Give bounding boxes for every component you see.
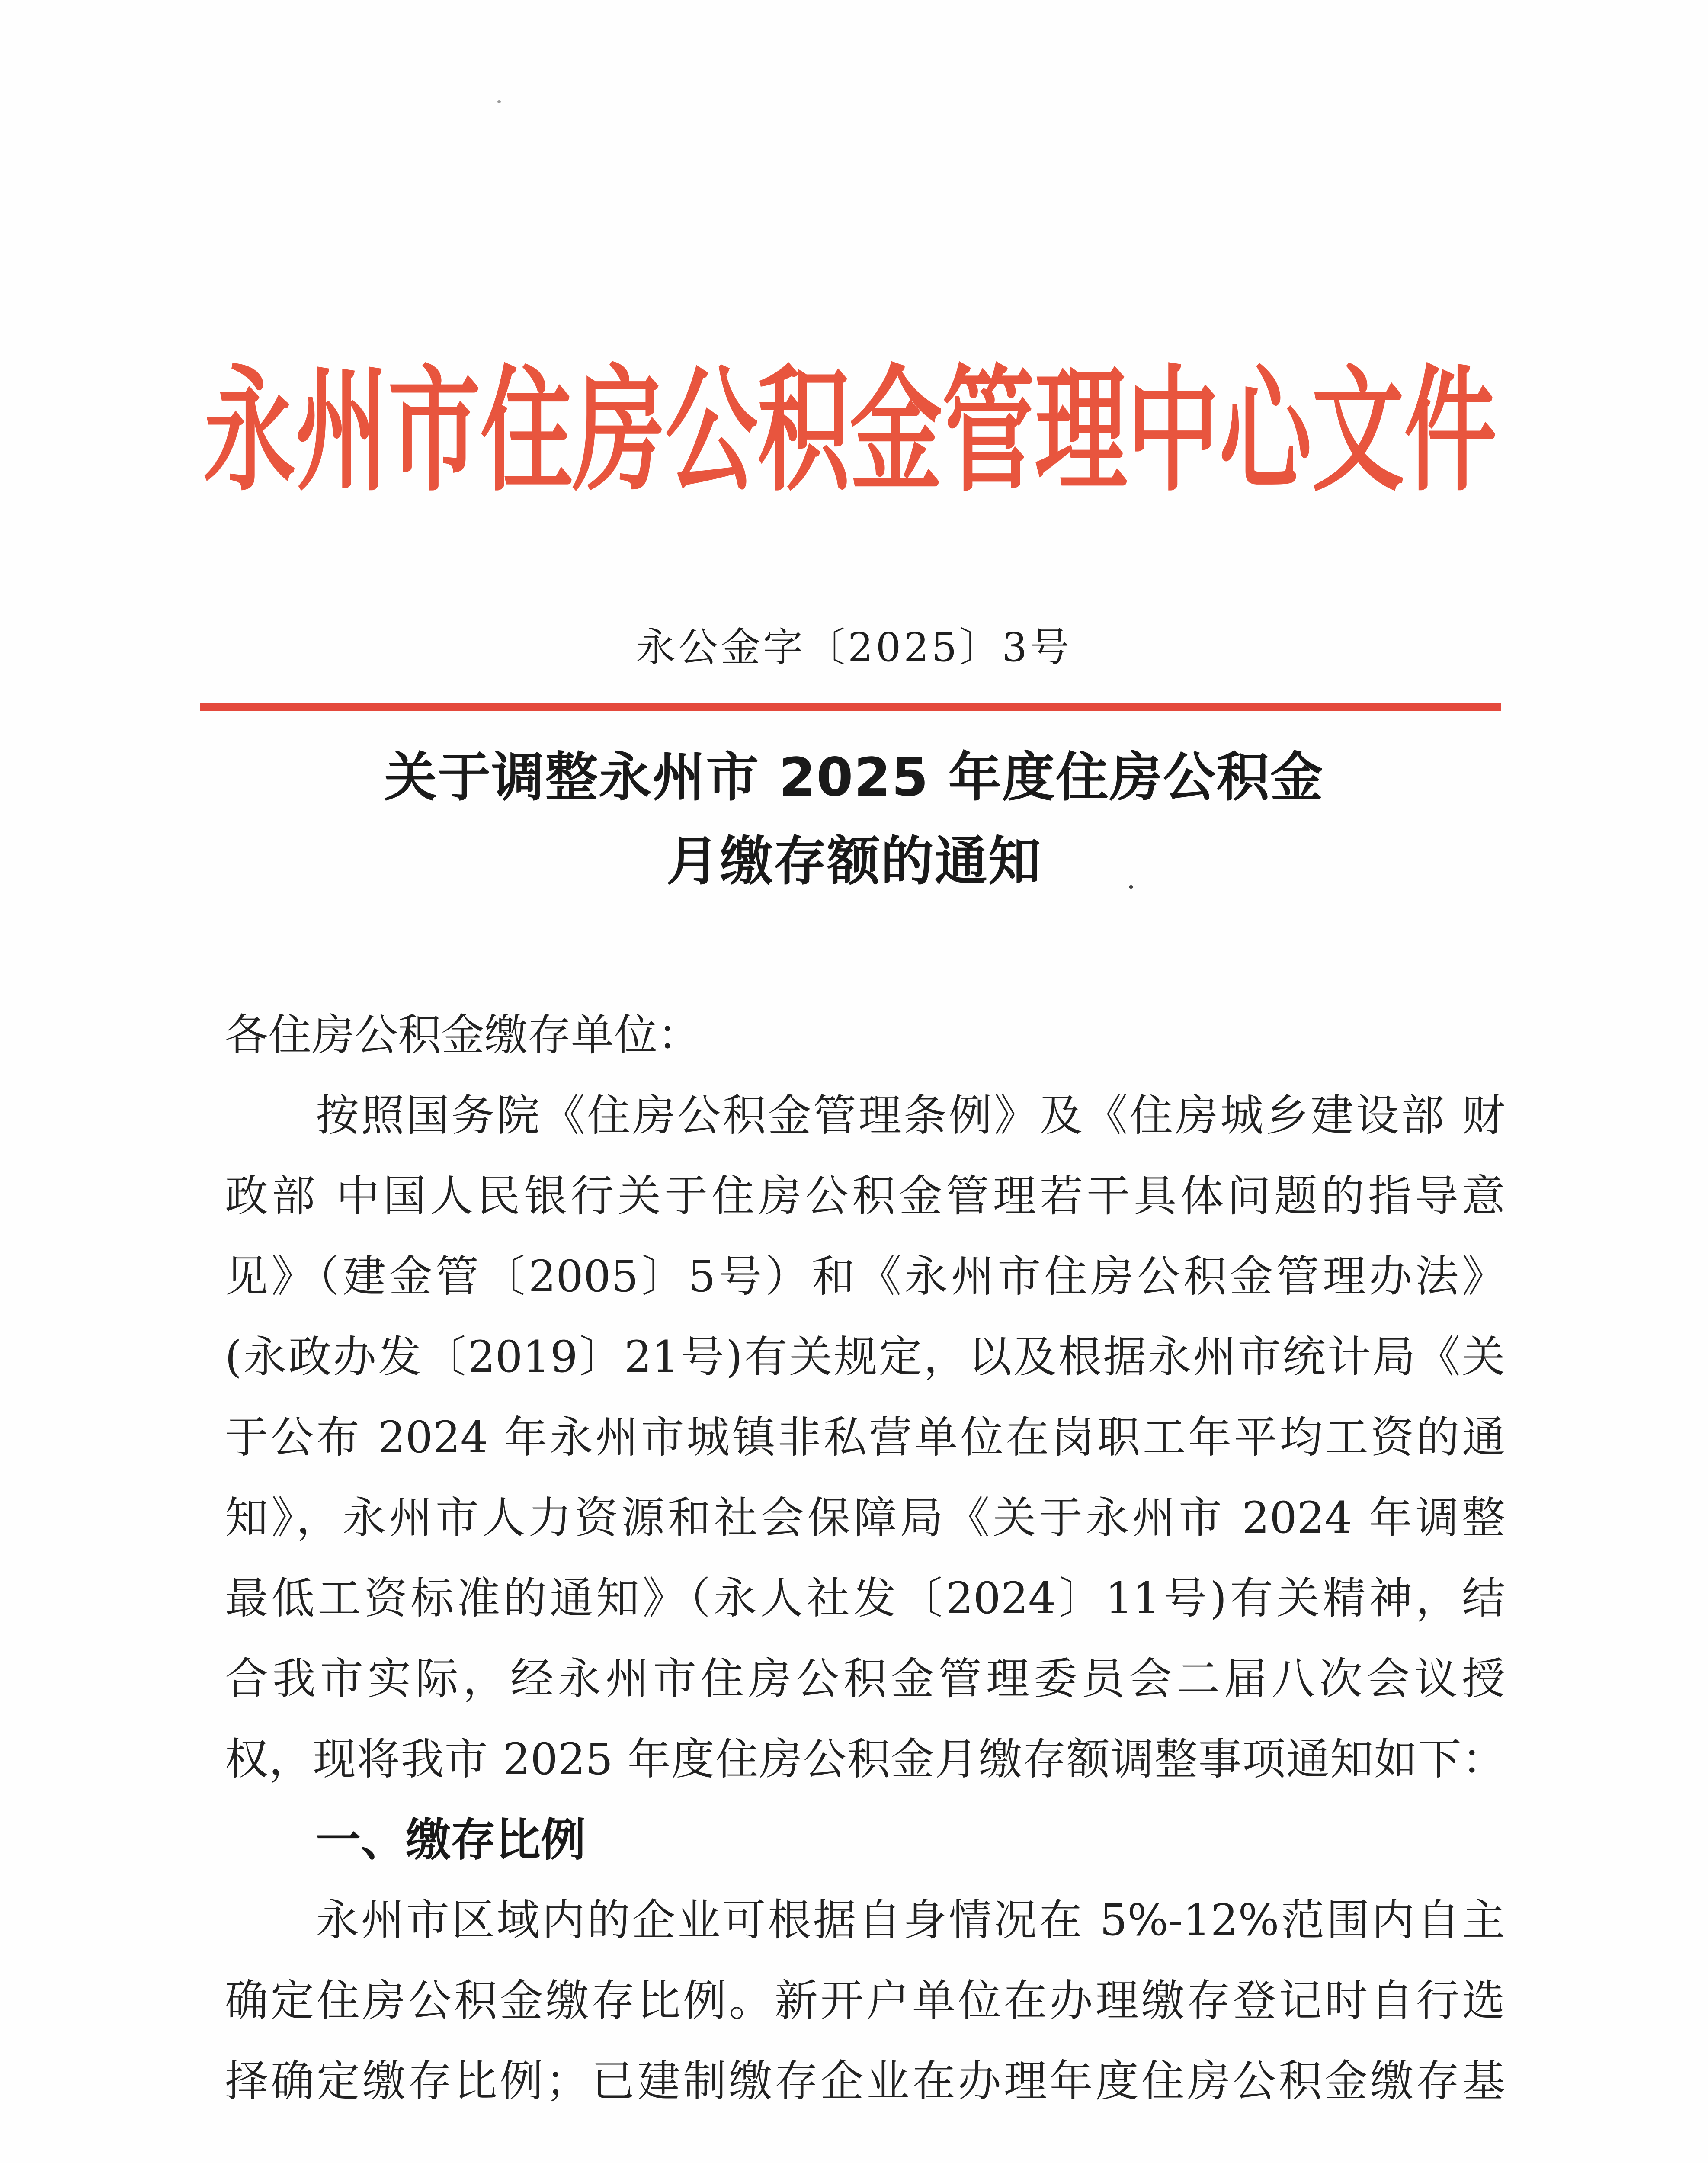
section-body-line: 择确定缴存比例；已建制缴存企业在办理年度住房公积金缴存基 — [225, 2056, 1505, 2106]
section-heading-contribution-ratio: 一、缴存比例 — [316, 1813, 586, 1866]
body-line: 最低工资标准的通知》（永人社发〔2024〕11号)有关精神，结 — [225, 1573, 1505, 1624]
document-number: 永公金字〔2025〕3号 — [636, 624, 1072, 671]
body-line: 见》（建金管〔2005〕5号）和《永州市住房公积金管理办法》 — [225, 1251, 1505, 1302]
notice-title-line-2: 月缴存额的通知 — [666, 831, 1042, 892]
red-separator-rule — [200, 703, 1501, 711]
salutation: 各住房公积金缴存单位： — [225, 1010, 701, 1060]
body-line: 按照国务院《住房公积金管理条例》及《住房城乡建设部 财 — [316, 1090, 1505, 1141]
section-body-line: 确定住房公积金缴存比例。新开户单位在办理缴存登记时自行选 — [225, 1975, 1505, 2026]
body-line: 于公布 2024 年永州市城镇非私营单位在岗职工年平均工资的通 — [225, 1412, 1505, 1463]
body-line: (永政办发〔2019〕21号)有关规定，以及根据永州市统计局《关 — [225, 1332, 1505, 1382]
issuer-header-text: 永州市住房公积金管理中心文件 — [203, 350, 1497, 510]
body-line: 合我市实际，经永州市住房公积金管理委员会二届八次会议授 — [225, 1653, 1505, 1704]
scan-speck — [1129, 885, 1133, 889]
scan-speck — [497, 100, 501, 103]
section-body-line: 永州市区域内的企业可根据自身情况在 5%-12%范围内自主 — [316, 1895, 1505, 1945]
issuer-header — [203, 281, 1501, 510]
notice-title-line-1: 关于调整永州市 2025 年度住房公积金 — [384, 747, 1324, 808]
body-line: 政部 中国人民银行关于住房公积金管理若干具体问题的指导意 — [225, 1171, 1505, 1221]
body-line: 权，现将我市 2025 年度住房公积金月缴存额调整事项通知如下： — [225, 1734, 1505, 1784]
body-line: 知》，永州市人力资源和社会保障局《关于永州市 2024 年调整 — [225, 1492, 1505, 1543]
